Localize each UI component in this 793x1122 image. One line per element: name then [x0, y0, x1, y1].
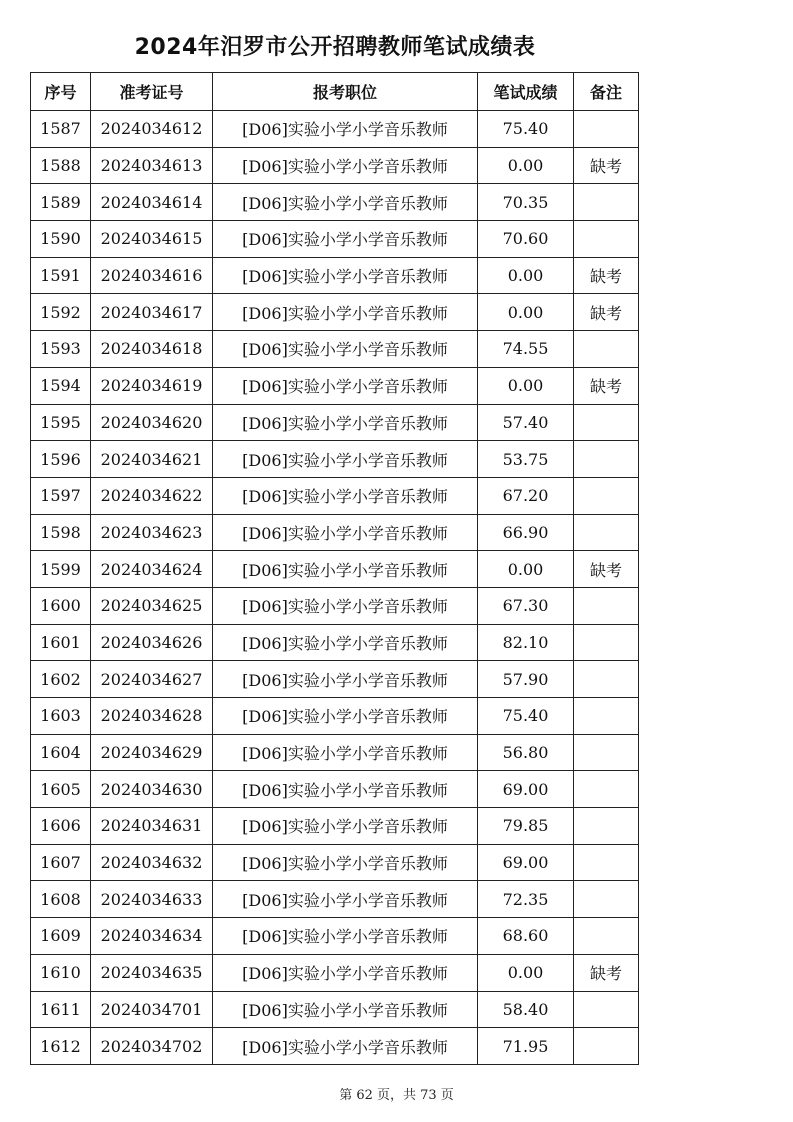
cell-exam-id: 2024034613	[91, 147, 213, 184]
cell-note: 缺考	[574, 551, 639, 588]
cell-position: [D06]实验小学小学音乐教师	[213, 698, 478, 735]
cell-note: 缺考	[574, 954, 639, 991]
cell-position: [D06]实验小学小学音乐教师	[213, 294, 478, 331]
cell-note	[574, 991, 639, 1028]
table-row	[31, 551, 639, 588]
cell-note	[574, 698, 639, 735]
cell-position: [D06]实验小学小学音乐教师	[213, 367, 478, 404]
cell-seq: 1590	[31, 221, 91, 258]
cell-score: 69.00	[478, 844, 574, 881]
table-row	[31, 257, 639, 294]
cell-exam-id: 2024034622	[91, 477, 213, 514]
cell-seq: 1609	[31, 918, 91, 955]
cell-exam-id: 2024034618	[91, 331, 213, 368]
cell-position: [D06]实验小学小学音乐教师	[213, 991, 478, 1028]
cell-score: 66.90	[478, 514, 574, 551]
cell-exam-id: 2024034612	[91, 111, 213, 148]
cell-exam-id: 2024034621	[91, 441, 213, 478]
cell-seq: 1591	[31, 257, 91, 294]
cell-seq: 1606	[31, 808, 91, 845]
page-footer: 第 62 页，共 73 页	[339, 1088, 454, 1103]
cell-exam-id: 2024034626	[91, 624, 213, 661]
cell-seq: 1587	[31, 111, 91, 148]
cell-position: [D06]实验小学小学音乐教师	[213, 954, 478, 991]
table-row	[31, 881, 639, 918]
cell-position: [D06]实验小学小学音乐教师	[213, 331, 478, 368]
cell-position: [D06]实验小学小学音乐教师	[213, 441, 478, 478]
table-row	[31, 661, 639, 698]
cell-score: 0.00	[478, 367, 574, 404]
cell-seq: 1604	[31, 734, 91, 771]
header-position: 报考职位	[213, 73, 478, 111]
cell-note	[574, 771, 639, 808]
cell-exam-id: 2024034701	[91, 991, 213, 1028]
header-seq: 序号	[31, 73, 91, 111]
header-exam-id: 准考证号	[91, 73, 213, 111]
table-row	[31, 147, 639, 184]
cell-seq: 1612	[31, 1028, 91, 1065]
header-score: 笔试成绩	[478, 73, 574, 111]
cell-score: 0.00	[478, 147, 574, 184]
cell-score: 67.20	[478, 477, 574, 514]
cell-seq: 1599	[31, 551, 91, 588]
table-row	[31, 734, 639, 771]
cell-exam-id: 2024034628	[91, 698, 213, 735]
cell-seq: 1594	[31, 367, 91, 404]
cell-position: [D06]实验小学小学音乐教师	[213, 661, 478, 698]
table-row	[31, 294, 639, 331]
cell-exam-id: 2024034635	[91, 954, 213, 991]
cell-position: [D06]实验小学小学音乐教师	[213, 624, 478, 661]
table-row	[31, 771, 639, 808]
scores-table	[30, 72, 639, 1065]
cell-position: [D06]实验小学小学音乐教师	[213, 808, 478, 845]
cell-score: 70.60	[478, 221, 574, 258]
table-row	[31, 808, 639, 845]
cell-exam-id: 2024034619	[91, 367, 213, 404]
table-row	[31, 698, 639, 735]
table-row	[31, 367, 639, 404]
cell-position: [D06]实验小学小学音乐教师	[213, 734, 478, 771]
cell-position: [D06]实验小学小学音乐教师	[213, 881, 478, 918]
cell-exam-id: 2024034615	[91, 221, 213, 258]
cell-seq: 1598	[31, 514, 91, 551]
cell-exam-id: 2024034623	[91, 514, 213, 551]
cell-score: 56.80	[478, 734, 574, 771]
cell-seq: 1611	[31, 991, 91, 1028]
cell-seq: 1595	[31, 404, 91, 441]
cell-score: 69.00	[478, 771, 574, 808]
cell-score: 0.00	[478, 294, 574, 331]
cell-note	[574, 918, 639, 955]
cell-position: [D06]实验小学小学音乐教师	[213, 404, 478, 441]
cell-note	[574, 661, 639, 698]
cell-score: 74.55	[478, 331, 574, 368]
table-row	[31, 514, 639, 551]
table-header-row	[31, 73, 639, 111]
table-row	[31, 184, 639, 221]
cell-exam-id: 2024034617	[91, 294, 213, 331]
cell-exam-id: 2024034620	[91, 404, 213, 441]
cell-position: [D06]实验小学小学音乐教师	[213, 1028, 478, 1065]
table-row	[31, 844, 639, 881]
cell-seq: 1601	[31, 624, 91, 661]
table-row	[31, 918, 639, 955]
table-row	[31, 991, 639, 1028]
cell-seq: 1593	[31, 331, 91, 368]
cell-score: 53.75	[478, 441, 574, 478]
cell-score: 70.35	[478, 184, 574, 221]
cell-score: 68.60	[478, 918, 574, 955]
cell-seq: 1607	[31, 844, 91, 881]
page-title: 2024年汨罗市公开招聘教师笔试成绩表	[134, 35, 536, 60]
cell-position: [D06]实验小学小学音乐教师	[213, 221, 478, 258]
cell-position: [D06]实验小学小学音乐教师	[213, 551, 478, 588]
cell-exam-id: 2024034634	[91, 918, 213, 955]
cell-position: [D06]实验小学小学音乐教师	[213, 587, 478, 624]
cell-seq: 1596	[31, 441, 91, 478]
table-row	[31, 441, 639, 478]
table-row	[31, 221, 639, 258]
cell-position: [D06]实验小学小学音乐教师	[213, 257, 478, 294]
cell-position: [D06]实验小学小学音乐教师	[213, 147, 478, 184]
cell-exam-id: 2024034702	[91, 1028, 213, 1065]
cell-note	[574, 111, 639, 148]
cell-exam-id: 2024034616	[91, 257, 213, 294]
cell-exam-id: 2024034624	[91, 551, 213, 588]
table-row	[31, 477, 639, 514]
cell-score: 0.00	[478, 257, 574, 294]
cell-note: 缺考	[574, 147, 639, 184]
cell-score: 58.40	[478, 991, 574, 1028]
cell-exam-id: 2024034631	[91, 808, 213, 845]
cell-note: 缺考	[574, 257, 639, 294]
cell-score: 82.10	[478, 624, 574, 661]
cell-exam-id: 2024034630	[91, 771, 213, 808]
cell-position: [D06]实验小学小学音乐教师	[213, 184, 478, 221]
cell-note	[574, 808, 639, 845]
cell-seq: 1597	[31, 477, 91, 514]
cell-seq: 1605	[31, 771, 91, 808]
cell-exam-id: 2024034614	[91, 184, 213, 221]
cell-score: 71.95	[478, 1028, 574, 1065]
cell-seq: 1602	[31, 661, 91, 698]
cell-seq: 1592	[31, 294, 91, 331]
cell-exam-id: 2024034633	[91, 881, 213, 918]
cell-seq: 1610	[31, 954, 91, 991]
cell-seq: 1588	[31, 147, 91, 184]
table-row	[31, 331, 639, 368]
cell-score: 0.00	[478, 954, 574, 991]
cell-seq: 1589	[31, 184, 91, 221]
cell-note	[574, 881, 639, 918]
cell-note	[574, 624, 639, 661]
cell-note: 缺考	[574, 294, 639, 331]
cell-note	[574, 221, 639, 258]
cell-position: [D06]实验小学小学音乐教师	[213, 918, 478, 955]
cell-score: 72.35	[478, 881, 574, 918]
table-row	[31, 1028, 639, 1065]
cell-note	[574, 1028, 639, 1065]
cell-score: 57.40	[478, 404, 574, 441]
cell-position: [D06]实验小学小学音乐教师	[213, 111, 478, 148]
cell-position: [D06]实验小学小学音乐教师	[213, 477, 478, 514]
cell-note	[574, 331, 639, 368]
cell-exam-id: 2024034625	[91, 587, 213, 624]
cell-score: 75.40	[478, 698, 574, 735]
cell-note	[574, 734, 639, 771]
cell-note	[574, 404, 639, 441]
cell-score: 57.90	[478, 661, 574, 698]
cell-position: [D06]实验小学小学音乐教师	[213, 514, 478, 551]
cell-score: 75.40	[478, 111, 574, 148]
cell-note	[574, 514, 639, 551]
cell-note	[574, 441, 639, 478]
cell-note	[574, 587, 639, 624]
cell-position: [D06]实验小学小学音乐教师	[213, 771, 478, 808]
cell-note	[574, 477, 639, 514]
cell-score: 67.30	[478, 587, 574, 624]
cell-score: 0.00	[478, 551, 574, 588]
cell-score: 79.85	[478, 808, 574, 845]
header-note: 备注	[574, 73, 639, 111]
table-row	[31, 404, 639, 441]
cell-seq: 1603	[31, 698, 91, 735]
cell-note	[574, 184, 639, 221]
cell-exam-id: 2024034629	[91, 734, 213, 771]
table-row	[31, 624, 639, 661]
cell-exam-id: 2024034627	[91, 661, 213, 698]
cell-seq: 1608	[31, 881, 91, 918]
table-row	[31, 111, 639, 148]
cell-seq: 1600	[31, 587, 91, 624]
cell-position: [D06]实验小学小学音乐教师	[213, 844, 478, 881]
table-row	[31, 954, 639, 991]
table-row	[31, 587, 639, 624]
cell-note: 缺考	[574, 367, 639, 404]
cell-exam-id: 2024034632	[91, 844, 213, 881]
table-body	[31, 111, 639, 1065]
cell-note	[574, 844, 639, 881]
